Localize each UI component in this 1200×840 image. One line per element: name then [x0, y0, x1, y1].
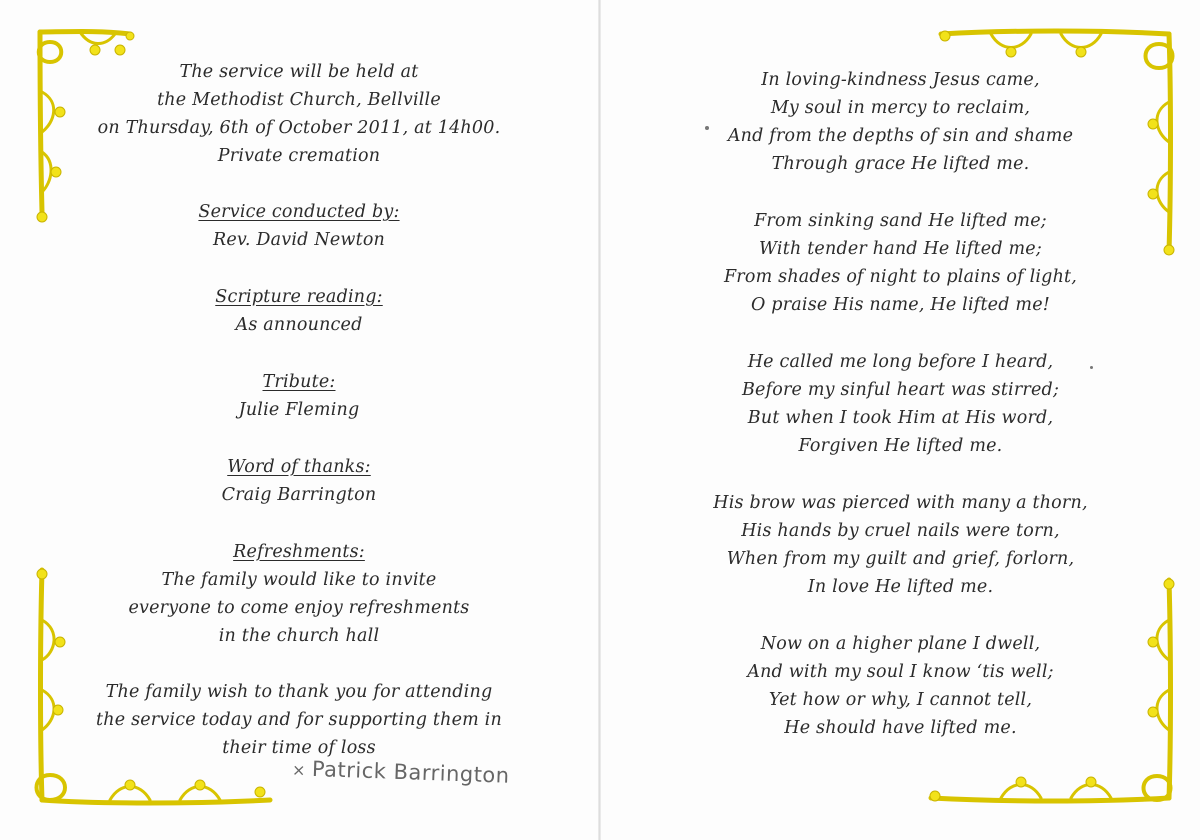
section-word-of-thanks: [0, 453, 598, 509]
thanks-line: their time of loss: [222, 738, 376, 758]
signature-name: Patrick Barrington: [311, 756, 510, 788]
hymn-line: With tender hand He lifted me;: [759, 239, 1042, 259]
service-line: on Thursday, 6th of October 2011, at 14h00.: [97, 118, 501, 138]
signature-mark: ×: [291, 760, 307, 780]
service-line: the Methodist Church, Bellville: [157, 90, 441, 110]
hymn-line: When from my guilt and grief, forlorn,: [726, 549, 1075, 569]
hymn-stanza: [601, 348, 1200, 460]
service-line: Private cremation: [217, 146, 381, 166]
section-line: everyone to come enjoy refreshments: [128, 598, 470, 618]
section-line: As announced: [235, 315, 363, 335]
section-heading: Refreshments:: [233, 542, 365, 562]
hymn-line: Forgiven He lifted me.: [798, 436, 1003, 456]
hymn-line: He should have lifted me.: [784, 718, 1017, 738]
hymn-line: From sinking sand He lifted me;: [754, 211, 1047, 231]
hymn-line: Now on a higher plane I dwell,: [760, 634, 1041, 654]
section-refreshments: [0, 538, 598, 650]
section-line: Craig Barrington: [221, 485, 377, 505]
service-details: [0, 58, 598, 170]
section-heading: Service conducted by:: [198, 202, 400, 222]
hymn-line: And with my soul I know ‘tis well;: [747, 662, 1054, 682]
hymn-stanza: [601, 630, 1200, 742]
service-line: The service will be held at: [179, 62, 419, 82]
section-heading: Tribute:: [262, 372, 336, 392]
hymn-stanza: [601, 66, 1200, 178]
hymn-line: But when I took Him at His word,: [747, 408, 1054, 428]
section-service-conducted: [0, 198, 598, 254]
hymn-line: And from the depths of sin and shame: [727, 126, 1074, 146]
section-line: Rev. David Newton: [212, 230, 386, 250]
left-page: [0, 0, 598, 840]
hymn-line: Yet how or why, I cannot tell,: [768, 690, 1033, 710]
section-scripture-reading: [0, 283, 598, 339]
hymn-stanza: [601, 489, 1200, 601]
section-heading: Word of thanks:: [227, 457, 371, 477]
section-line: The family would like to invite: [161, 570, 437, 590]
hymn-line: In loving-kindness Jesus came,: [761, 70, 1040, 90]
hymn-line: He called me long before I heard,: [747, 352, 1054, 372]
section-heading: Scripture reading:: [215, 287, 383, 307]
right-page: [601, 0, 1200, 840]
thanks-line: The family wish to thank you for attending: [105, 682, 493, 702]
section-line: Julie Fleming: [238, 400, 360, 420]
hymn-stanza: [601, 207, 1200, 319]
hymn-line: My soul in mercy to reclaim,: [770, 98, 1031, 118]
section-line: in the church hall: [218, 626, 380, 646]
hymn-line: Before my sinful heart was stirred;: [741, 380, 1060, 400]
hymn-line: From shades of night to plains of light,: [723, 267, 1078, 287]
hymn-line: His hands by cruel nails were torn,: [741, 521, 1060, 541]
hymn-line: Through grace He lifted me.: [771, 154, 1030, 174]
hymn-line: O praise His name, He lifted me!: [751, 295, 1050, 315]
section-tribute: [0, 368, 598, 424]
hymn-line: His brow was pierced with many a thorn,: [713, 493, 1088, 513]
hymn-line: In love He lifted me.: [807, 577, 994, 597]
thanks-line: the service today and for supporting them in: [96, 710, 502, 730]
family-thanks: [0, 678, 598, 762]
